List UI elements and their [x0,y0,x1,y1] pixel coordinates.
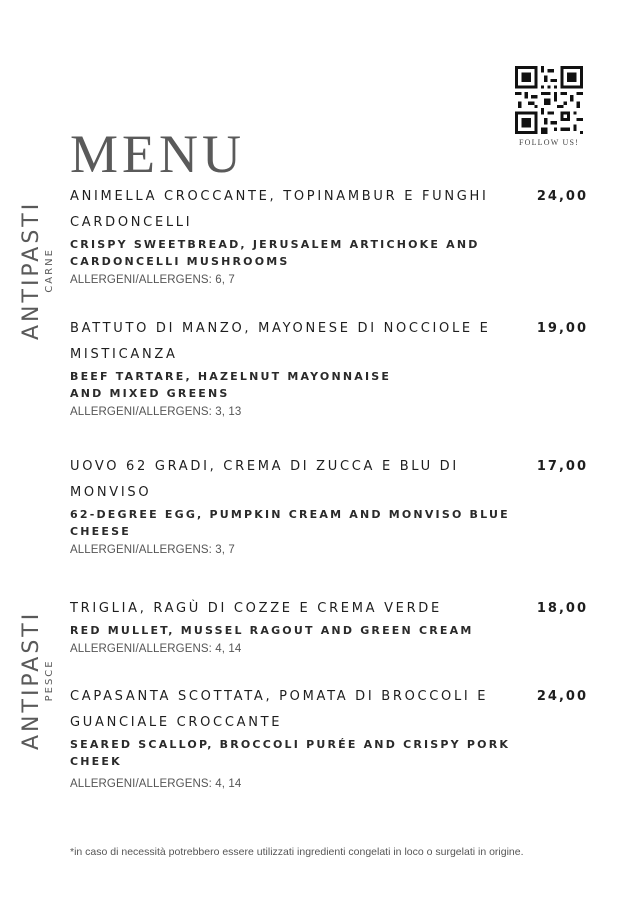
dish-price: 18,00 [536,601,588,616]
dish-allergens: ALLERGENI/ALLERGENS: 4, 14 [70,643,242,655]
dish-name: CAPASANTA SCOTTATA, POMATA DI BROCCOLI E GUANCIALE CROCCANTE [70,689,489,730]
dish-allergens: ALLERGENI/ALLERGENS: 3, 13 [70,406,242,418]
section-title: ANTIPASTI [19,610,44,750]
dish-price: 17,00 [536,459,588,474]
qr-code-icon[interactable] [515,66,583,134]
dish-english: CRISPY SWEETBREAD, JERUSALEM ARTICHOKE AND CARDONCELLI MUSHROOMS [70,238,480,268]
menu-item [70,316,600,418]
section-label-antipasti-pesce [20,611,56,750]
dish-english: BEEF TARTARE, HAZELNUT MAYONNAISE AND MIXED GREENS [70,370,392,400]
section-title: ANTIPASTI [19,200,44,340]
dish-allergens: ALLERGENI/ALLERGENS: 6, 7 [70,274,235,286]
follow-us-caption: FOLLOW US! [518,138,580,147]
menu-item [70,454,600,556]
dish-allergens: ALLERGENI/ALLERGENS: 3, 7 [70,544,235,556]
dish-price: 24,00 [536,189,588,204]
dish-english: SEARED SCALLOP, BROCCOLI PURÉE AND CRISPY PORK CHEEK [70,738,511,768]
section-subtitle: PESCE [44,659,55,702]
dish-allergens: ALLERGENI/ALLERGENS: 4, 14 [70,778,242,790]
menu-item [70,184,600,286]
menu-title: MENU [70,124,245,185]
section-subtitle: CARNE [44,248,55,293]
dish-price: 19,00 [536,321,588,336]
dish-name: BATTUTO DI MANZO, MAYONESE DI NOCCIOLE E MISTICANZA [70,321,491,362]
dish-english: 62-DEGREE EGG, PUMPKIN CREAM AND MONVISO BLUE CHEESE [70,508,510,538]
dish-name: TRIGLIA, RAGÙ DI COZZE E CREMA VERDE [70,601,442,616]
menu-item [70,684,600,790]
menu-item [70,596,600,655]
dish-price: 24,00 [536,689,588,704]
dish-name: ANIMELLA CROCCANTE, TOPINAMBUR E FUNGHI CARDONCELLI [70,189,489,230]
section-label-antipasti-carne [20,201,56,340]
footer-note: *in caso di necessità potrebbero essere utilizzati ingredienti congelati in loco o surgelati in origine. [70,846,524,858]
dish-name: UOVO 62 GRADI, CREMA DI ZUCCA E BLU DI MONVISO [70,459,459,500]
dish-english: RED MULLET, MUSSEL RAGOUT AND GREEN CREAM [70,624,474,637]
